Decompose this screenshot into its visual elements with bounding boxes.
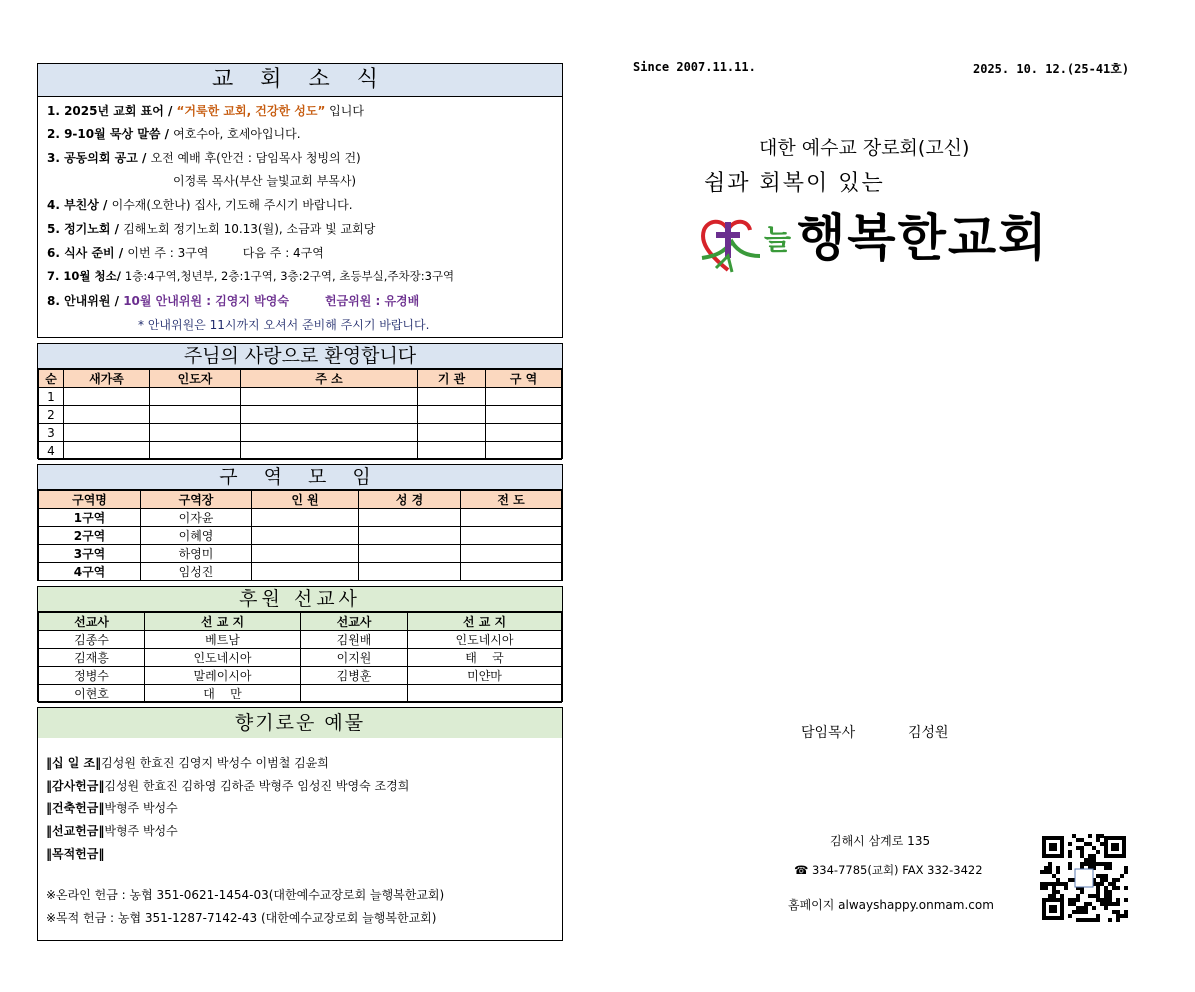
column-header: 인 원 [252,491,359,509]
table-row: 1구역 이자윤 [39,509,562,527]
offering-purpose: ‖목적헌금‖ [46,847,105,861]
purpose-account: ※목적 헌금 : 농협 351-1287-7142-43 (대한예수교장로회 늘행복한교회) [46,911,437,925]
issue-date: 2025. 10. 12.(25-41호) [973,62,1130,76]
offering-mission: ‖선교헌금‖박형주 박성수 [46,824,178,838]
offering-tithe: ‖십 일 조‖김성원 한효진 김영지 박성수 이범철 김윤희 [46,756,329,770]
offerings-box [37,707,563,941]
news-item-meal: 6. 식사 준비 / 이번 주 : 3구역 다음 주 : 4구역 [47,246,324,260]
row-number: 3 [39,424,64,442]
news-item-motto: 1. 2025년 교회 표어 / “거룩한 교회, 건강한 성도” 입니다 [47,104,364,118]
table-row: 김종수 베트남 김원배 인도네시아 [39,631,562,649]
offering-thanks: ‖감사헌금‖김성원 한효진 김하영 김하준 박형주 임성진 박영숙 조경희 [46,779,410,793]
welcome-table-header [39,370,562,388]
column-header: 주 소 [241,370,418,388]
church-phone: ☎ 334-7785(교회) FAX 332-3422 [794,863,983,877]
welcome-box [37,343,563,459]
table-row: 이현호 대 만 [39,685,562,703]
news-item-usher-note: * 안내위원은 11시까지 오셔서 준비해 주시기 바랍니다. [138,318,430,332]
column-header: 새가족 [64,370,150,388]
table-row: 정병수 말레이시아 김병훈 미얀마 [39,667,562,685]
welcome-table [38,369,562,460]
table-row: 2구역 이혜영 [39,527,562,545]
table-row [39,406,562,424]
church-news-box [37,63,563,338]
district-table [38,490,562,581]
news-item-ushers: 8. 안내위원 / 10월 안내위원 : 김영지 박영숙 헌금위원 : 유경배 [47,294,420,308]
church-name: 행복한교회 [797,209,1049,267]
table-row: 4구역 임성진 [39,563,562,581]
church-news-title: 교 회 소 식 [38,64,562,97]
column-header: 구역장 [141,491,252,509]
news-item-congregation: 3. 공동의회 공고 / 오전 예배 후(안건 : 담임목사 청빙의 건) [47,151,361,165]
online-account: ※온라인 헌금 : 농협 351-0621-1454-03(대한예수교장로회 늘행복한교회) [46,888,445,902]
district-title: 구 역 모 임 [38,465,562,490]
column-header: 구 역 [486,370,562,388]
column-header: 순 [39,370,64,388]
missionary-title: 후원 선교사 [38,587,562,612]
row-number: 2 [39,406,64,424]
row-number: 1 [39,388,64,406]
news-item-meditation: 2. 9-10월 묵상 말씀 / 여호수아, 호세아입니다. [47,127,301,141]
slogan: 쉼과 회복이 있는 [704,171,885,196]
table-row [39,388,562,406]
table-row [39,442,562,460]
news-item-cleaning: 7. 10월 청소/ 1층:4구역,청년부, 2층:1구역, 3층:2구역, 초등부실,주차장:3구역 [47,269,455,283]
missionary-table [38,612,562,703]
table-row [39,424,562,442]
column-header: 인도자 [150,370,241,388]
logo-small-text: 늘 [764,223,792,256]
missionary-box [37,586,563,702]
column-header: 선교사 [301,613,408,631]
welcome-title: 주님의 사랑으로 환영합니다 [38,344,562,369]
offering-building: ‖건축헌금‖박형주 박성수 [46,801,178,815]
column-header: 선교사 [39,613,145,631]
row-number: 4 [39,442,64,460]
qr-code-icon [1040,834,1128,922]
column-header: 성 경 [359,491,461,509]
table-row: 3구역 하영미 [39,545,562,563]
church-logo-icon [698,212,768,276]
table-row: 김재흥 인도네시아 이지원 태 국 [39,649,562,667]
column-header: 선 교 지 [408,613,562,631]
church-homepage: 홈페이지 alwayshappy.onmam.com [788,898,994,912]
church-address: 김해시 삼계로 135 [830,834,931,848]
since-date: Since 2007.11.11. [633,60,756,74]
news-item-condolence: 4. 부친상 / 이수재(오한나) 집사, 기도해 주시기 바랍니다. [47,198,353,212]
column-header: 선 교 지 [145,613,301,631]
column-header: 전 도 [461,491,562,509]
missionary-table-header [39,613,562,631]
offerings-title: 향기로운 예물 [38,708,562,738]
pastor-title: 담임목사 [801,725,856,741]
district-table-header [39,491,562,509]
news-item-presbytery: 5. 정기노회 / 김해노회 정기노회 10.13(월), 소금과 빛 교회당 [47,222,376,236]
column-header: 구역명 [39,491,141,509]
denomination: 대한 예수교 장로회(고신) [759,137,970,159]
district-box [37,464,563,581]
column-header: 기 관 [418,370,486,388]
pastor-name: 김성원 [908,725,949,741]
news-item-congregation-detail: 이정록 목사(부산 늘빛교회 부목사) [173,174,357,188]
